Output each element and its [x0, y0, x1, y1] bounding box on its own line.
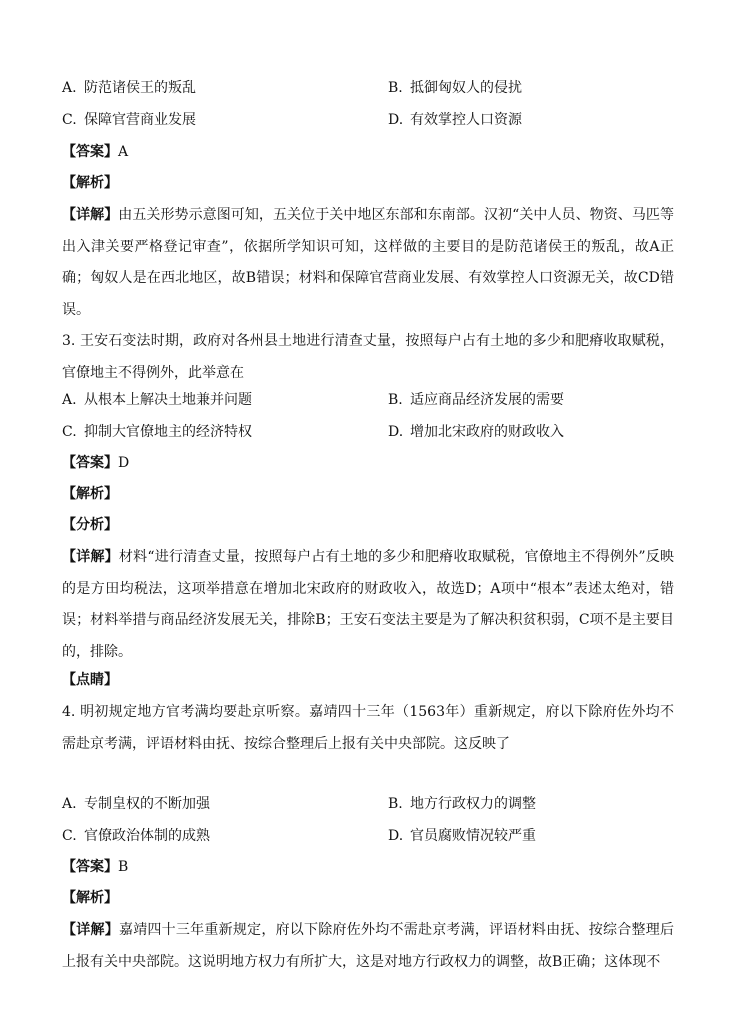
q2-option-b: B. 抵御匈奴人的侵扰: [388, 80, 522, 96]
q3-detail: 【详解】材料“进行清查丈量，按照每户占有土地的多少和肥瘠收取赋税，官僚地主不得例外”反映的是方田均税法，这项举措意在增加北宋政府的财政收入，故选D；A项中“根本”表述太绝对，错误；材料举措与商品经济发展无关，排除B；王安石变法主要是为了解决积贫积弱，C项不是主要目的，排除。: [62, 549, 675, 660]
q2-option-d: D. 有效掌控人口资源: [388, 112, 522, 128]
q4-detail: 【详解】嘉靖四十三年重新规定，府以下除府佐外均不需赴京考满，评语材料由抚、按综合整理后上报有关中央部院。这说明地方权力有所扩大，这是对地方行政权力的调整，故B正确；这体现不: [62, 922, 674, 970]
q3-analysis-heading: 【解析】: [62, 486, 118, 502]
q3-option-d: D. 增加北宋政府的财政收入: [388, 424, 564, 440]
q3-answer: 【答案】D: [62, 455, 130, 471]
q4-analysis-heading: 【解析】: [62, 890, 118, 906]
q3-option-a: A. 从根本上解决土地兼并问题: [62, 392, 252, 408]
q4-option-d: D. 官员腐败情况较严重: [388, 828, 536, 844]
q4-option-c: C. 官僚政治体制的成熟: [62, 828, 210, 844]
q2-option-c: C. 保障官营商业发展: [62, 112, 196, 128]
q2-option-a: A. 防范诸侯王的叛乱: [62, 80, 196, 96]
q3-option-b: B. 适应商品经济发展的需要: [388, 392, 564, 408]
q4-stem: 4. 明初规定地方官考满均要赴京听察。嘉靖四十三年（1563年）重新规定，府以下除府佐外均不需赴京考满，评语材料由抚、按综合整理后上报有关中央部院。这反映了: [62, 704, 674, 752]
q3-dianjing-heading: 【点睛】: [62, 672, 118, 688]
q2-detail: 【详解】由五关形势示意图可知，五关位于关中地区东部和东南部。汉初“关中人员、物资、马匹等出入津关要严格登记审查”，依据所学知识可知，这样做的主要目的是防范诸侯王的叛乱，故A正确；匈奴人是在西北地区，故B错误；材料和保障官营商业发展、有效掌控人口资源无关，故CD错误。: [62, 207, 674, 318]
q3-stem: 3. 王安石变法时期，政府对各州县土地进行清查丈量，按照每户占有土地的多少和肥瘠收取赋税，官僚地主不得例外，此举意在: [62, 333, 674, 381]
q2-analysis-heading: 【解析】: [62, 175, 118, 191]
q4-option-a: A. 专制皇权的不断加强: [62, 796, 210, 812]
q3-fenxi-heading: 【分析】: [62, 517, 118, 533]
q4-answer: 【答案】B: [62, 859, 129, 875]
q4-option-b: B. 地方行政权力的调整: [388, 796, 536, 812]
q3-option-c: C. 抑制大官僚地主的经济特权: [62, 424, 252, 440]
q2-answer: 【答案】A: [62, 144, 129, 160]
